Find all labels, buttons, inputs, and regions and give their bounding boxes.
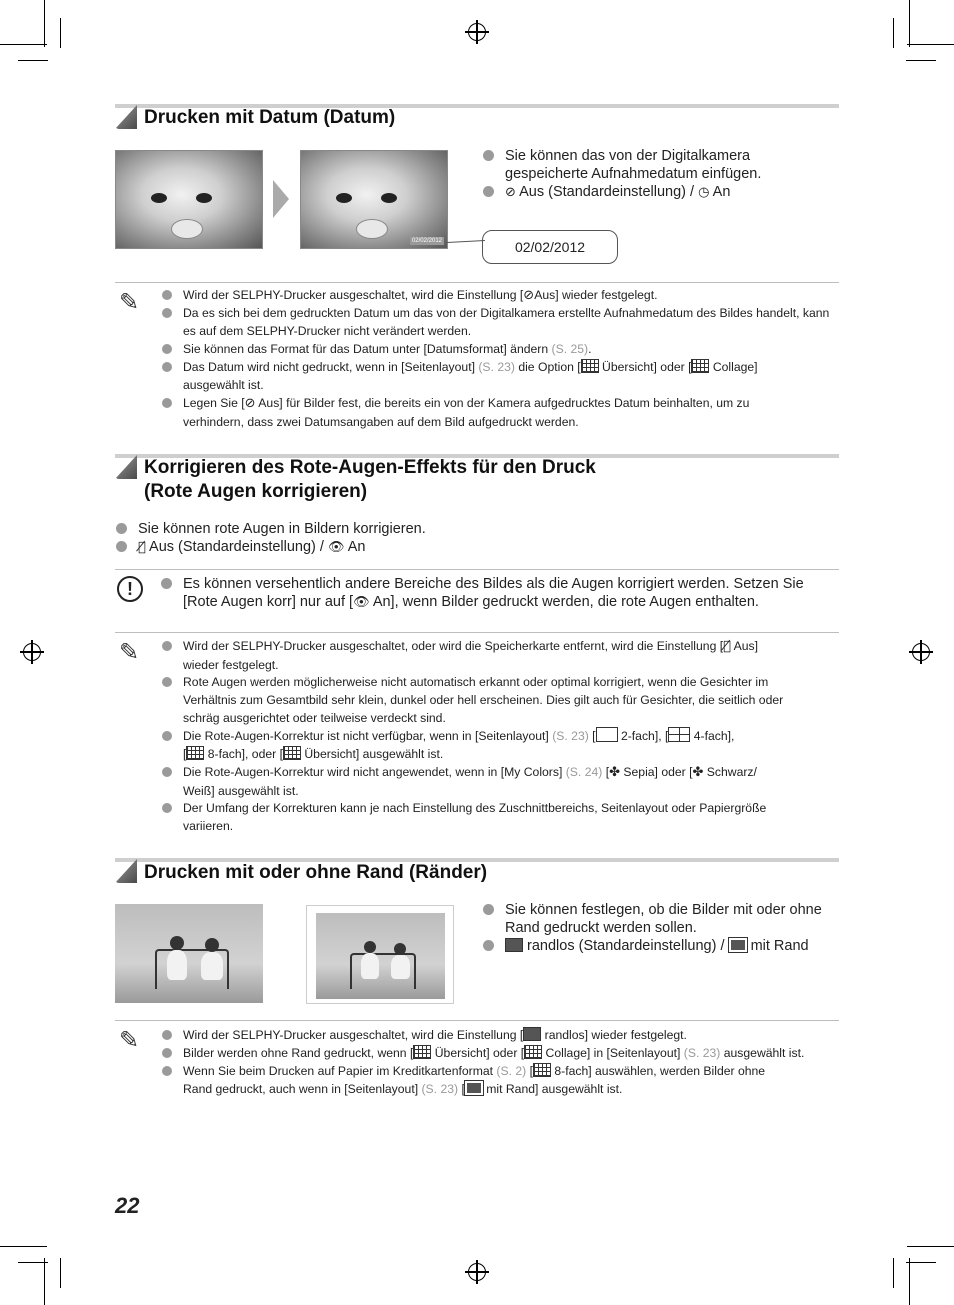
note-item: Wenn Sie beim Drucken auf Papier im Kreditkartenformat (S. 2) [ 8-fach] auswählen, werden Bilder ohne Rand gedruckt, auch wenn in [Seitenlayout] (S. 23) [ mit Rand] ausgewählt ist.	[183, 1062, 833, 1098]
crop-mark	[60, 18, 61, 48]
layout-8-up-icon	[186, 746, 204, 760]
section-marker-icon	[115, 455, 137, 479]
registration-mark-icon	[912, 643, 930, 661]
baby-photo-without-date	[115, 150, 263, 249]
crop-mark	[906, 60, 936, 61]
crop-mark	[0, 1246, 47, 1247]
registration-mark-icon	[23, 643, 41, 661]
collage-layout-icon	[691, 359, 709, 373]
bullet-item: 👁̸ Aus (Standardeinstellung) / 👁 An	[138, 538, 365, 557]
memo-pencil-icon: ✎	[119, 1026, 140, 1054]
crop-mark	[907, 1246, 954, 1247]
bullet-item: Sie können rote Augen in Bildern korrigieren.	[138, 520, 426, 538]
divider	[115, 569, 839, 570]
memo-pencil-icon: ✎	[119, 288, 140, 316]
caution-icon: !	[117, 576, 143, 602]
index-layout-icon	[581, 359, 599, 373]
layout-8-up-icon	[533, 1063, 551, 1077]
divider	[115, 632, 839, 633]
crop-mark	[44, 1258, 45, 1305]
bullet-item: randlos (Standardeinstellung) / mit Rand	[505, 937, 835, 955]
section-title: Drucken mit oder ohne Rand (Ränder)	[144, 862, 488, 883]
bordered-photo	[316, 913, 445, 999]
memo-pencil-icon: ✎	[119, 638, 140, 666]
date-callout: 02/02/2012	[482, 230, 618, 264]
section-marker-icon	[115, 859, 137, 883]
crop-mark	[18, 1262, 48, 1263]
index-layout-icon	[283, 746, 301, 760]
note-item: Wird der SELPHY-Drucker ausgeschaltet, oder wird die Speicherkarte entfernt, wird die Einstellung [👁̸ Aus] wieder festgelegt.	[183, 637, 833, 674]
red-eye-on-icon: 👁	[353, 595, 370, 610]
note-item: Wird der SELPHY-Drucker ausgeschaltet, wird die Einstellung [⊘Aus] wieder festgelegt.	[183, 286, 833, 305]
note-item: Die Rote-Augen-Korrektur wird nicht angewendet, wenn in [My Colors] (S. 24) [✤ Sepia] oder [✤ Schwarz/ Weiß] ausgewählt ist.	[183, 763, 833, 800]
registration-mark-icon	[468, 1263, 486, 1281]
black-white-icon: ✤	[692, 765, 704, 780]
sepia-icon: ✤	[609, 765, 620, 780]
layout-4-up-icon	[668, 727, 690, 742]
note-item: Sie können das Format für das Datum unter [Datumsformat] ändern (S. 25).	[183, 340, 833, 358]
red-eye-on-icon: 👁	[327, 540, 345, 555]
crop-mark	[909, 1258, 910, 1305]
section-title: Drucken mit Datum (Datum)	[144, 107, 396, 128]
note-item: Rote Augen werden möglicherweise nicht automatisch erkannt oder optimal korrigiert, wenn die Gesichter im Verhältnis zum Gesamtbild sehr klein, dunkel oder hell erscheinen. Dies gilt auch für Gesichter, die seitlich oder schräg ausgerichtet oder teilweise verdeckt sind.	[183, 673, 833, 727]
crop-mark	[907, 44, 954, 45]
bullet-item: Sie können festlegen, ob die Bilder mit oder ohne Rand gedruckt werden sollen.	[505, 901, 835, 937]
note-item: Das Datum wird nicht gedruckt, wenn in [Seitenlayout] (S. 23) die Option [ Übersicht] oder [ Collage] ausgewählt ist.	[183, 358, 833, 394]
date-off-icon: ⊘	[523, 288, 535, 303]
borderless-icon	[523, 1027, 541, 1041]
baby-photo-with-date	[300, 150, 448, 249]
crop-mark	[893, 18, 894, 48]
divider	[115, 282, 839, 283]
registration-mark-icon	[468, 23, 486, 41]
callout-line	[447, 240, 485, 243]
borderless-icon	[505, 938, 523, 952]
date-stamp: 02/02/2012	[411, 238, 442, 244]
red-eye-off-icon: 👁̸	[138, 540, 146, 555]
date-off-icon: ⊘	[505, 185, 516, 200]
borderless-photo	[115, 904, 263, 1003]
note-item: Der Umfang der Korrekturen kann je nach Einstellung des Zuschnittbereichs, Seitenlayout oder Papiergröße variieren.	[183, 799, 833, 835]
caution-text: Es können versehentlich andere Bereiche des Bildes als die Augen korrigiert werden. Setzen Sie [Rote Augen korr] nur auf [👁 An], wenn Bilder gedruckt werden, die rote Augen enthalten.	[183, 575, 833, 612]
bordered-icon	[465, 1081, 483, 1095]
bullet-item: ⊘ Aus (Standardeinstellung) / ◷ An	[505, 183, 825, 202]
bordered-photo-frame	[306, 905, 454, 1004]
note-item: Bilder werden ohne Rand gedruckt, wenn [ Übersicht] oder [ Collage] in [Seitenlayout] (S. 23) ausgewählt ist.	[183, 1044, 833, 1062]
date-on-icon: ◷	[698, 185, 710, 200]
note-item: Da es sich bei dem gedruckten Datum um das von der Digitalkamera erstellte Aufnahmedatum des Bildes handelt, kann es auf dem SELPHY-Drucker nicht verändert werden.	[183, 304, 833, 340]
section-title: Korrigieren des Rote-Augen-Effekts für den Druck (Rote Augen korrigieren)	[144, 457, 596, 502]
layout-2-up-icon	[596, 727, 618, 742]
crop-mark	[906, 1262, 936, 1263]
index-layout-icon	[413, 1045, 431, 1059]
collage-layout-icon	[524, 1045, 542, 1059]
bullet-item: Sie können das von der Digitalkamera gespeicherte Aufnahmedatum einfügen.	[505, 147, 825, 183]
crop-mark	[18, 60, 48, 61]
crop-mark	[0, 44, 47, 45]
note-item: Die Rote-Augen-Korrektur ist nicht verfügbar, wenn in [Seitenlayout] (S. 23) [ 2-fach], [ 4-fach], [ 8-fach], oder [ Übersicht] ausgewählt ist.	[183, 727, 833, 763]
red-eye-off-icon: 👁̸	[723, 639, 731, 654]
crop-mark	[44, 0, 45, 47]
crop-mark	[909, 0, 910, 47]
note-item: Legen Sie [⊘ Aus] für Bilder fest, die bereits ein von der Kamera aufgedrucktes Datum beinhalten, um zu verhindern, dass zwei Datumsangaben auf dem Bild aufgedruckt werden.	[183, 394, 833, 431]
bordered-icon	[729, 938, 747, 952]
date-off-icon: ⊘	[244, 396, 256, 411]
arrow-right-icon	[273, 180, 289, 218]
note-item: Wird der SELPHY-Drucker ausgeschaltet, wird die Einstellung [ randlos] wieder festgelegt.	[183, 1026, 833, 1044]
page-number: 22	[115, 1193, 140, 1218]
crop-mark	[60, 1258, 61, 1288]
section-marker-icon	[115, 105, 137, 129]
divider	[115, 1020, 839, 1021]
crop-mark	[893, 1258, 894, 1288]
